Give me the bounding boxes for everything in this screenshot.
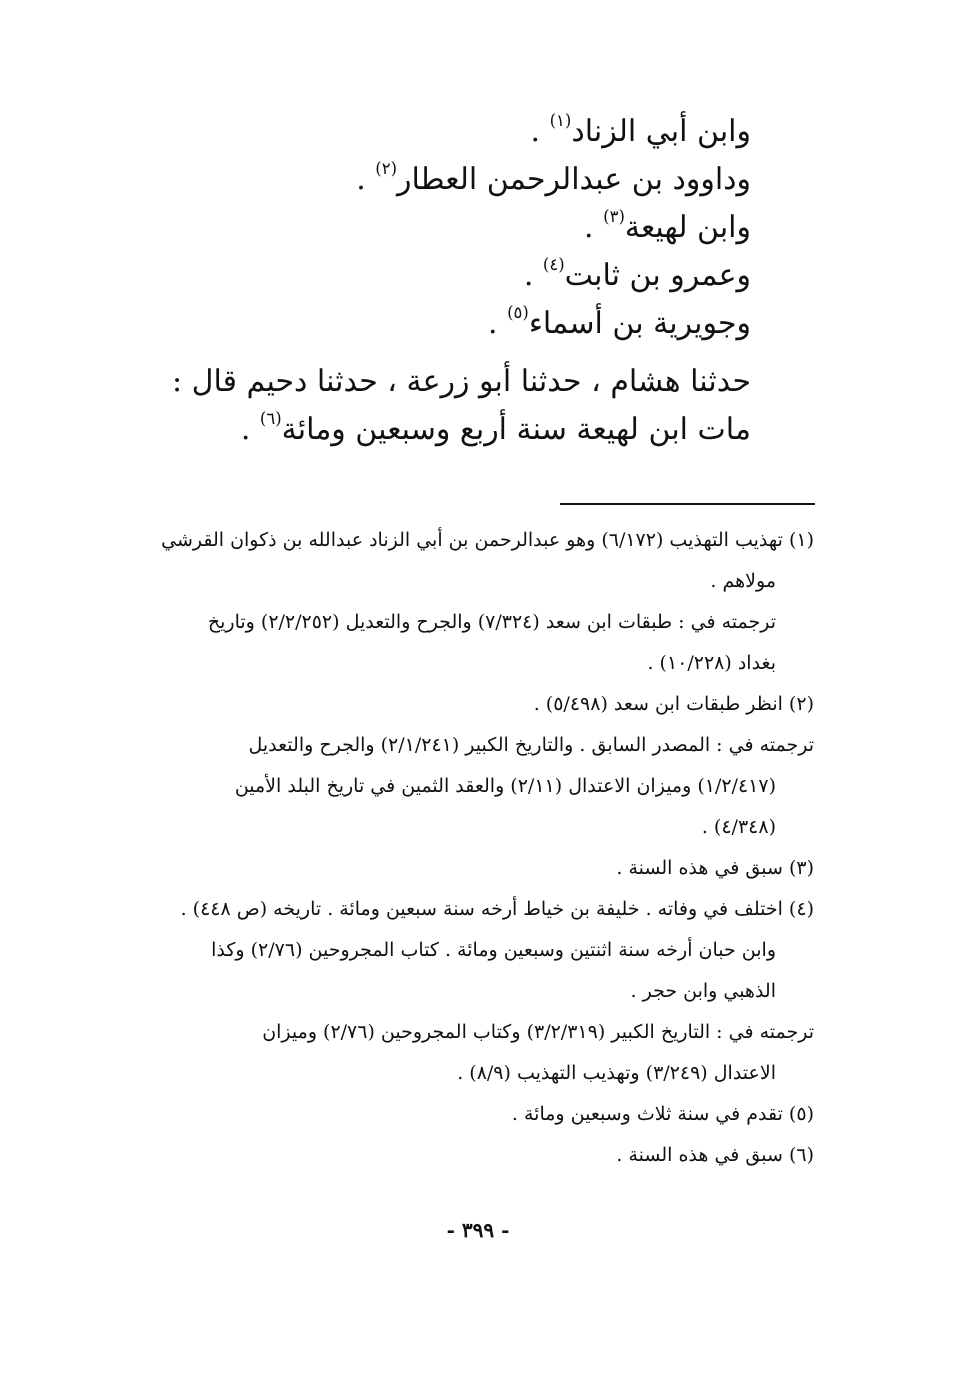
footnote-line: ترجمته في : المصدر السابق . والتاريخ الكبير (٢/١/٢٤١) والجرح والتعديل bbox=[248, 734, 814, 756]
text-line: وعمرو بن ثابت$^{(٤)}$ . bbox=[523, 255, 751, 293]
footnote-separator bbox=[560, 503, 815, 505]
footnote-line: (١/٢/٤١٧) وميزان الاعتدال (٢/١١) والعقد الثمين في تاريخ البلد الأمين bbox=[234, 775, 776, 797]
footnote-2: (٢) انظر طبقات ابن سعد (٥/٤٩٨) . bbox=[533, 693, 814, 715]
text-line: وجويرية بن أسماء$^{(٥)}$ . bbox=[487, 303, 751, 341]
footnote-line: مولاهم . bbox=[710, 570, 776, 592]
main-text bbox=[151, 108, 751, 454]
footnote-line: ترجمته في : التاريخ الكبير (٣/٢/٣١٩) وكتاب المجروحين (٢/٧٦) وميزان bbox=[262, 1021, 814, 1043]
footnote-ref: (٦) bbox=[259, 409, 282, 429]
footnote-line: (٤/٣٤٨) . bbox=[701, 816, 776, 838]
footnote-line: الذهبي وابن حجر . bbox=[630, 980, 776, 1002]
footnote-ref: (٢) bbox=[375, 159, 398, 179]
footnote-line: بغداد (١٠/٢٢٨) . bbox=[647, 652, 776, 674]
page-number: - ٣٩٩ - bbox=[446, 1218, 510, 1242]
footnote-6: (٦) سبق في هذه السنة . bbox=[616, 1144, 814, 1166]
footnotes bbox=[114, 520, 814, 1176]
text-line: مات ابن لهيعة سنة أربع وسبعين ومائة$^{(٦)}$ . bbox=[240, 409, 751, 447]
footnote-3: (٣) سبق في هذه السنة . bbox=[616, 857, 814, 879]
footnote-ref: (٤) bbox=[542, 255, 565, 275]
footnote-ref: (٣) bbox=[603, 207, 625, 227]
footnote-line: وابن حبان أرخه سنة اثنتين وسبعين ومائة . كتاب المجروحين (٢/٧٦) وكذا bbox=[211, 939, 776, 961]
text-line: وداوود بن عبدالرحمن العطار$^{(٢)}$ . bbox=[356, 159, 751, 197]
text-line: وابن أبي الزناد$^{(١)}$ . bbox=[530, 111, 751, 149]
footnote-5: (٥) تقدم في سنة ثلاث وسبعين ومائة . bbox=[511, 1103, 814, 1125]
footnote-1: (١) تهذيب التهذيب (٦/١٧٢) وهو عبدالرحمن بن أبي الزناد عبدالله بن ذكوان القرشي bbox=[161, 529, 814, 551]
text-line: وابن لهيعة$^{(٣)}$ . bbox=[584, 207, 751, 245]
footnote-line: الاعتدال (٣/٢٤٩) وتهذيب التهذيب (٨/٩) . bbox=[457, 1062, 776, 1084]
footnote-ref: (١) bbox=[549, 111, 572, 131]
footnote-4: (٤) اختلف في وفاته . خليفة بن خياط أرخه سنة سبعين ومائة . تاريخه (ص ٤٤٨) . bbox=[180, 898, 814, 920]
text-line: حدثنا هشام ، حدثنا أبو زرعة ، حدثنا دحيم قال : bbox=[172, 364, 751, 399]
footnote-line: ترجمته في : طبقات ابن سعد (٧/٣٢٤) والجرح والتعديل (٢/٢/٢٥٢) وتاريخ bbox=[207, 611, 776, 633]
footnote-ref: (٥) bbox=[507, 303, 529, 323]
